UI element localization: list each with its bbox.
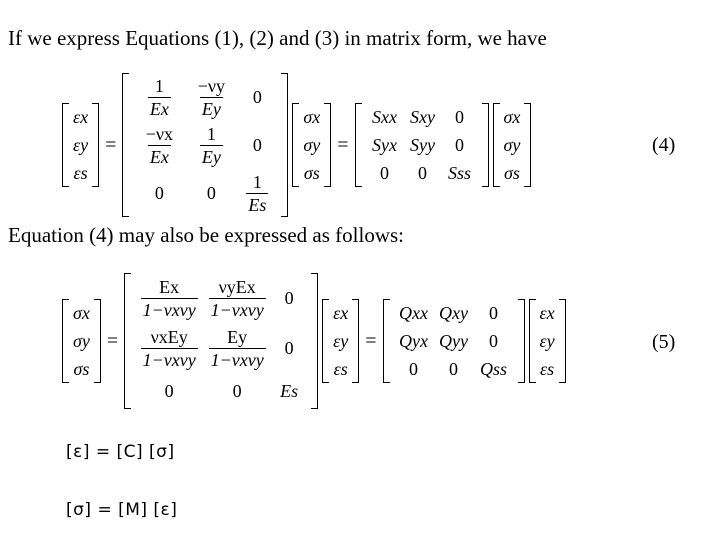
matrix-entry: 0: [449, 359, 459, 379]
matrix-entry: Syx: [372, 135, 398, 155]
intro-text: If we express Equations (1), (2) and (3) in matrix form, we have: [8, 26, 547, 50]
matrix-entry: Sss: [448, 163, 472, 183]
matrix-entry: Sxy: [410, 107, 436, 127]
strain-vector: [322, 299, 359, 383]
matrix-entry: $\frac{Ey}{\text{1−νxνy}}$: [210, 326, 264, 370]
equals-sign: =: [105, 133, 117, 156]
vector-entry: εs: [333, 359, 348, 379]
matrix-entry: 0: [455, 107, 465, 127]
matrix-entry: 0: [252, 135, 262, 155]
matrix-entry: 0: [409, 359, 419, 379]
matrix-entry: 0: [489, 331, 499, 351]
vector-entry: σx: [503, 107, 521, 127]
compliance-matrix: [122, 73, 288, 217]
matrix-entry: 0: [489, 303, 499, 323]
vector-entry: εx: [73, 107, 89, 127]
matrix-entry: $\frac{1}{Ex}$: [149, 75, 169, 119]
matrix-entry: $\frac{1}{Ey}$: [201, 123, 221, 167]
matrix-entry: Qyx: [399, 331, 429, 351]
matrix-entry: 0: [206, 183, 216, 203]
matrix-entry: Qxy: [439, 303, 469, 323]
matrix-entry: 0: [232, 381, 242, 401]
matrix-entry: 0: [418, 163, 428, 183]
equation-5: [62, 268, 566, 414]
equals-sign: =: [365, 329, 377, 352]
matrix-entry: 0: [252, 87, 262, 107]
vector-entry: σy: [303, 135, 321, 155]
vector-entry: σy: [73, 331, 90, 351]
matrix-entry: 0: [284, 338, 294, 358]
equals-sign: =: [106, 329, 119, 352]
matrix-entry: $\frac{\text{νxEy}}{\text{1−νxνy}}$: [142, 326, 196, 370]
matrix-entry: $\frac{\text{νyEx}}{\text{1−νxνy}}$: [210, 276, 264, 320]
matrix-entry: Syy: [410, 135, 436, 155]
equation-number: (5): [652, 331, 676, 353]
mid-text: Equation (4) may also be expressed as follows:: [8, 223, 404, 247]
matrix-entry: Qxx: [399, 303, 429, 323]
vector-entry: εy: [333, 331, 349, 351]
matrix-entry: Sxx: [372, 107, 398, 127]
matrix-entry: 0: [164, 381, 174, 401]
stress-vector: [62, 299, 101, 383]
vector-entry: σs: [303, 163, 320, 183]
vector-entry: εy: [539, 331, 555, 351]
matrix-entry: 0: [380, 163, 390, 183]
matrix-entry: 0: [455, 135, 465, 155]
vector-entry: σy: [503, 135, 521, 155]
matrix-entry: $\frac{-\nu y}{Ey}$: [197, 75, 226, 119]
equals-sign: =: [337, 133, 349, 156]
matrix-entry: Qyy: [439, 331, 469, 351]
vector-entry: σs: [504, 163, 520, 183]
equation-4: [62, 72, 531, 218]
vector-entry: εx: [333, 303, 349, 323]
vector-entry: σs: [73, 359, 90, 379]
vector-entry: σx: [73, 303, 90, 323]
vector-entry: εs: [73, 163, 88, 183]
q-matrix: [383, 299, 525, 383]
strain-vector: [529, 299, 566, 383]
matrix-entry: $\frac{-\nu x}{Ex}$: [145, 123, 174, 167]
vector-entry: σx: [303, 107, 321, 127]
stiffness-matrix: [124, 273, 318, 409]
s-matrix: [355, 103, 489, 187]
vector-entry: εx: [539, 303, 555, 323]
stress-vector: [292, 103, 331, 187]
compliance-relation: [ε] = [C] [σ]: [66, 442, 175, 462]
stress-vector: [493, 103, 532, 187]
vector-entry: εs: [540, 359, 555, 379]
matrix-entry: Es: [280, 381, 299, 401]
equation-number: (4): [652, 134, 676, 156]
matrix-entry: $\frac{Ex}{\text{1−νxνy}}$: [142, 276, 196, 320]
stiffness-relation: [σ] = [M] [ε]: [66, 500, 178, 520]
vector-entry: εy: [73, 135, 89, 155]
matrix-entry: 0: [284, 288, 294, 308]
strain-vector: [62, 103, 99, 187]
matrix-entry: 0: [154, 183, 164, 203]
matrix-entry: Qss: [480, 359, 508, 379]
matrix-entry: $\frac{1}{Es}$: [248, 171, 267, 215]
